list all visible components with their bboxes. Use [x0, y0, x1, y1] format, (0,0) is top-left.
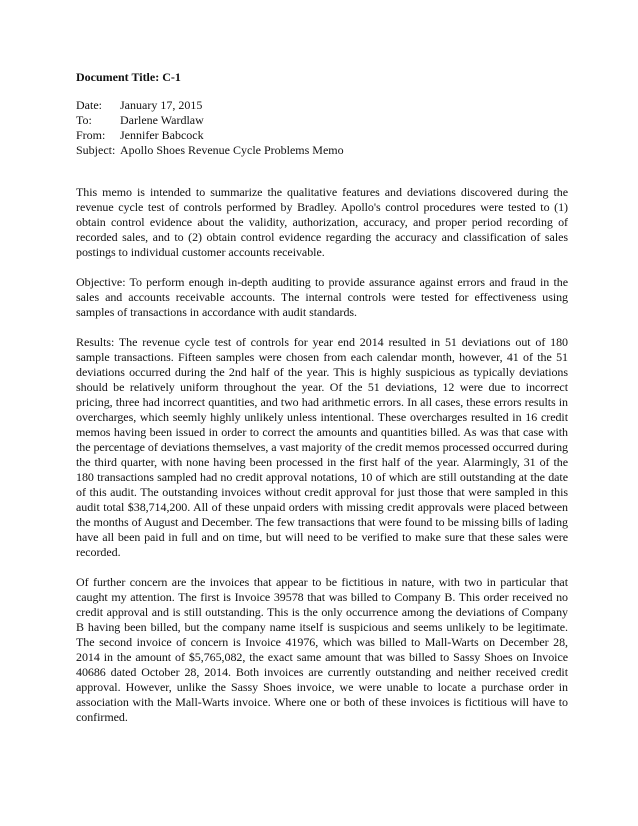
header-row-from — [76, 128, 568, 143]
header-value: Darlene Wardlaw — [120, 113, 204, 127]
document-title: Document Title: C-1 — [76, 70, 181, 84]
header-value: Apollo Shoes Revenue Cycle Problems Memo — [120, 143, 344, 157]
header-value: January 17, 2015 — [120, 98, 203, 112]
header-row-to — [76, 113, 568, 128]
paragraph-further-concern: Of further concern are the invoices that appear to be fictitious in nature, with two in particular that caught my attention. The first is Invoice 39578 that was billed to Company B. This order received no credit approval and is still outstanding. This is the only occurrence among the deviations of Company B having been billed, but the company name itself is suspicious and seems unlikely to be legitimate. The second invoice of concern is Invoice 41976, which was billed to Mall-Warts on December 28, 2014 in the amount of $5,765,082, the exact same amount that was billed to Sassy Shoes on Invoice 40686 dated October 28, 2014. Both invoices are currently outstanding and neither received credit approval. However, unlike the Sassy Shoes invoice, we were unable to locate a purchase order in association with the Mall-Warts invoice. Where one or both of these invoices is fictitious will have to confirmed. — [76, 575, 568, 724]
memo-page — [76, 70, 568, 740]
paragraph-intro: This memo is intended to summarize the qualitative features and deviations discovered during the revenue cycle test of controls performed by Bradley. Apollo's control procedures were tested to (1) obtain control evidence about the validity, authorization, accuracy, and proper period recording of recorded sales, and to (2) obtain control evidence regarding the accuracy and classification of sales postings to individual customer accounts receivable. — [76, 185, 568, 259]
header-label: To: — [76, 113, 92, 127]
memo-header — [76, 98, 568, 158]
header-row-date — [76, 98, 568, 113]
header-label: Subject: — [76, 143, 116, 157]
header-label: From: — [76, 128, 106, 142]
header-value: Jennifer Babcock — [120, 128, 204, 142]
header-label: Date: — [76, 98, 102, 112]
paragraph-results: Results: The revenue cycle test of controls for year end 2014 resulted in 51 deviations out of 180 sample transactions. Fifteen samples were chosen from each calendar month, however, 41 of the 51 deviations occurred during the 2nd half of the year. This is highly suspicious as typically deviations should be relatively uniform throughout the year. Of the 51 deviations, 12 were due to incorrect pricing, three had incorrect quantities, and two had arithmetic errors. In all cases, these errors results in overcharges, which seemly highly unlikely unless intentional. These overcharges resulted in 16 credit memos having been issued in order to correct the amounts and quantities billed. As was that case with the percentage of deviations themselves, a vast majority of the credit memos processed occurred during the third quarter, with none having been processed in the first half of the year. Alarmingly, 31 of the 180 transactions sampled had no credit approval notations, 10 of which are still outstanding at the date of this audit. The outstanding invoices without credit approval for just those that were sampled in this audit total $38,714,200. All of these unpaid orders with missing credit approvals were placed between the months of August and December. The few transactions that were found to be missing bills of lading have all been paid in full and on time, but will need to be verified to make sure that these sales were recorded. — [76, 335, 568, 559]
header-row-subject — [76, 143, 568, 158]
paragraph-objective: Objective: To perform enough in-depth auditing to provide assurance against errors and fraud in the sales and accounts receivable accounts. The internal controls were tested for effectiveness using samples of transactions in accordance with audit standards. — [76, 275, 568, 319]
